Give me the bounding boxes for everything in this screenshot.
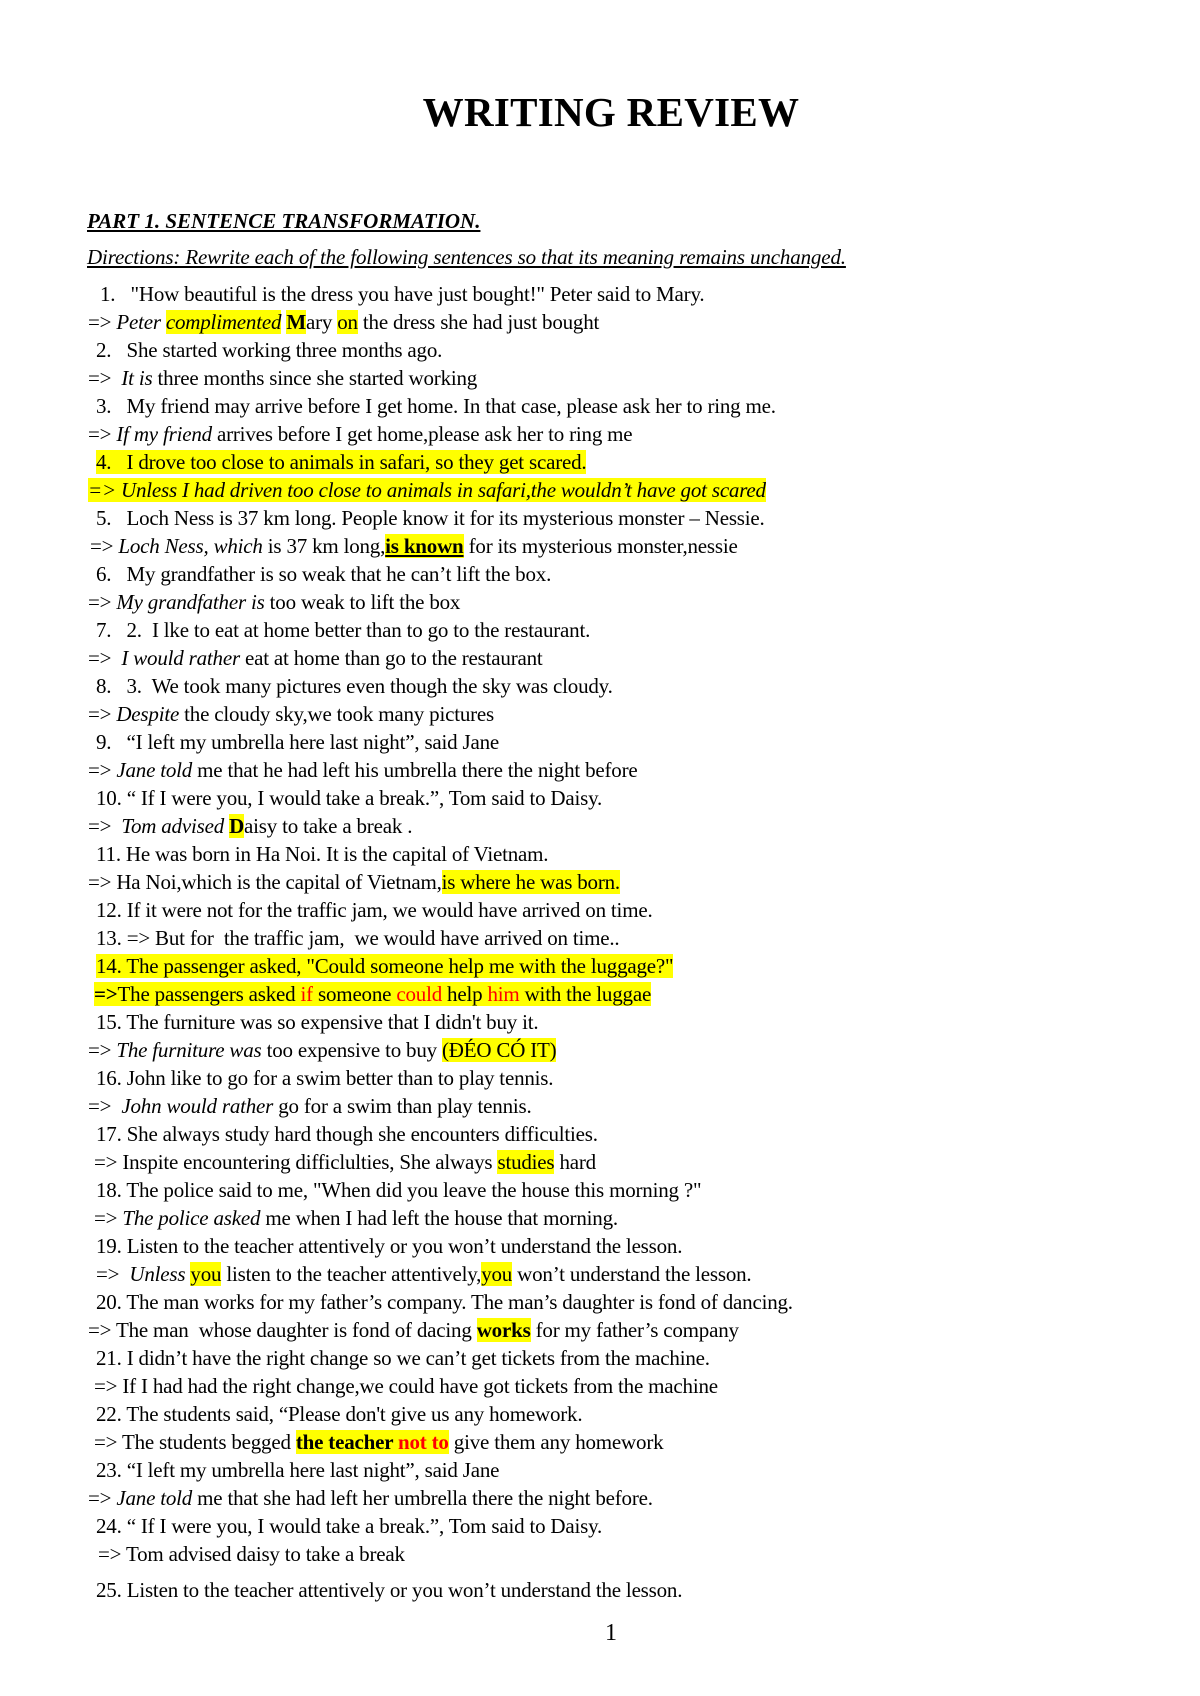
line-text-segment: is where he was born. xyxy=(441,870,620,894)
line-text-segment: 20. The man works for my father’s company. The man’s daughter is fond of dancing. xyxy=(96,1290,793,1314)
exercise-line xyxy=(0,1400,1200,1428)
line-text-segment: won’t understand the lesson. xyxy=(512,1262,752,1286)
exercise-line xyxy=(0,1036,1200,1064)
line-text-segment: 11. He was born in Ha Noi. It is the capital of Vietnam. xyxy=(96,842,549,866)
line-text-segment: the dress she had just bought xyxy=(357,310,600,334)
line-text-segment: => If I had had the right change,we could have got tickets from the machine xyxy=(94,1374,718,1398)
line-text-segment: => xyxy=(88,422,117,446)
line-text-segment: M xyxy=(286,310,306,334)
exercise-line xyxy=(0,1204,1200,1232)
line-text-segment: help xyxy=(442,982,488,1006)
line-text-segment: me when I had left the house that morning. xyxy=(260,1206,618,1230)
line-text-segment: John would rather xyxy=(121,1094,274,1118)
line-text-segment: for my father’s company xyxy=(530,1318,739,1342)
directions-text: Directions: Rewrite each of the following sentences so that its meaning remains unchanged. xyxy=(87,245,846,269)
line-text-segment: It is xyxy=(121,366,153,390)
line-text-segment: => Inspite encountering difficlulties, She always xyxy=(94,1150,498,1174)
exercise-line xyxy=(0,420,1200,448)
line-text-segment: => Ha Noi,which is the capital of Vietnam, xyxy=(88,870,442,894)
exercise-line xyxy=(0,1148,1200,1176)
line-text-segment: 17. She always study hard though she encounters difficulties. xyxy=(96,1122,598,1146)
line-text-segment: => xyxy=(88,1486,117,1510)
exercise-lines xyxy=(0,280,1200,1604)
exercise-line xyxy=(0,980,1200,1008)
exercise-line xyxy=(0,812,1200,840)
line-text-segment: works xyxy=(476,1318,531,1342)
line-text-segment: is known xyxy=(385,534,464,558)
exercise-line xyxy=(0,532,1200,560)
line-text-segment: three months since she started working xyxy=(152,366,478,390)
line-text-segment: me that he had left his umbrella there the night before xyxy=(192,758,638,782)
exercise-line xyxy=(0,784,1200,812)
line-text-segment: 8. 3. We took many pictures even though the sky was cloudy. xyxy=(96,674,613,698)
line-text-segment: you xyxy=(481,1262,513,1286)
exercise-line xyxy=(0,924,1200,952)
exercise-line xyxy=(0,1344,1200,1372)
line-text-segment: => xyxy=(88,758,117,782)
line-text-segment: give them any homework xyxy=(448,1430,664,1454)
line-text-segment: 14. The passenger asked, "Could someone help me with the luggage?" xyxy=(96,954,674,978)
exercise-line xyxy=(0,280,1200,308)
line-text-segment: => xyxy=(96,1262,130,1286)
exercise-line xyxy=(0,1512,1200,1540)
exercise-line xyxy=(0,840,1200,868)
exercise-line xyxy=(0,1176,1200,1204)
line-text-segment: => xyxy=(88,310,117,334)
line-text-segment: is 37 km long, xyxy=(262,534,386,558)
line-text-segment: => xyxy=(88,646,122,670)
line-text-segment: => xyxy=(88,590,117,614)
line-text-segment: (ĐÉO CÓ IT) xyxy=(442,1038,557,1062)
line-text-segment: you xyxy=(190,1262,222,1286)
line-text-segment: complimented xyxy=(165,310,282,334)
exercise-line xyxy=(0,1120,1200,1148)
exercise-line xyxy=(0,476,1200,504)
page-number: 1 xyxy=(605,1620,617,1646)
line-text-segment: The furniture was xyxy=(116,1038,262,1062)
exercise-line xyxy=(0,896,1200,924)
exercise-line xyxy=(0,1576,1200,1604)
line-text-segment: the cloudy sky,we took many pictures xyxy=(179,702,495,726)
line-text-segment: too expensive to buy xyxy=(261,1038,443,1062)
line-text-segment: 24. “ If I were you, I would take a break.”, Tom said to Daisy. xyxy=(96,1514,603,1538)
exercise-line xyxy=(0,672,1200,700)
exercise-line xyxy=(0,308,1200,336)
line-text-segment: Jane told xyxy=(116,758,193,782)
line-text-segment: 1. "How beautiful is the dress you have just bought!" Peter said to Mary. xyxy=(100,282,705,306)
document-title: WRITING REVIEW xyxy=(422,89,800,135)
exercise-line xyxy=(0,448,1200,476)
exercise-line xyxy=(0,952,1200,980)
exercise-line xyxy=(0,1540,1200,1568)
exercise-line xyxy=(0,1316,1200,1344)
line-text-segment: studies xyxy=(497,1150,555,1174)
part-heading: PART 1. SENTENCE TRANSFORMATION. xyxy=(87,209,481,233)
line-text-segment: 4. I drove too close to animals in safari, so they get scared. xyxy=(96,450,587,474)
line-text-segment: could xyxy=(396,982,442,1006)
line-text-segment: someone xyxy=(312,982,397,1006)
exercise-line xyxy=(0,1260,1200,1288)
line-text-segment: 3. My friend may arrive before I get home. In that case, please ask her to ring me. xyxy=(96,394,776,418)
exercise-line xyxy=(0,700,1200,728)
line-text-segment: 22. The students said, “Please don't give us any homework. xyxy=(96,1402,583,1426)
exercise-line xyxy=(0,588,1200,616)
exercise-line xyxy=(0,728,1200,756)
exercise-line xyxy=(0,644,1200,672)
line-text-segment: aisy to take a break . xyxy=(244,814,413,838)
line-text-segment: Unless xyxy=(129,1262,186,1286)
exercise-line xyxy=(0,868,1200,896)
line-text-segment: 5. Loch Ness is 37 km long. People know it for its mysterious monster – Nessie. xyxy=(96,506,765,530)
line-text-segment: 15. The furniture was so expensive that I didn't buy it. xyxy=(96,1010,539,1034)
line-text-segment: If my friend xyxy=(116,422,212,446)
line-text-segment: 23. “I left my umbrella here last night”, said Jane xyxy=(96,1458,500,1482)
line-text-segment: I would rather xyxy=(121,646,240,670)
exercise-line xyxy=(0,364,1200,392)
exercise-line xyxy=(0,1428,1200,1456)
line-text-segment: => xyxy=(88,366,122,390)
line-text-segment: if xyxy=(300,982,313,1006)
line-text-segment: ary xyxy=(305,310,338,334)
line-text-segment: too weak to lift the box xyxy=(264,590,461,614)
line-text-segment: 25. Listen to the teacher attentively or you won’t understand the lesson. xyxy=(96,1578,683,1602)
exercise-line xyxy=(0,1064,1200,1092)
line-text-segment: => xyxy=(88,1094,122,1118)
line-text-segment: => Unless I had driven too close to animals in safari,the wouldn’t have got scared xyxy=(88,478,766,502)
line-text-segment: 19. Listen to the teacher attentively or you won’t understand the lesson. xyxy=(96,1234,683,1258)
line-text-segment: 9. “I left my umbrella here last night”, said Jane xyxy=(96,730,500,754)
line-text-segment: 12. If it were not for the traffic jam, we would have arrived on time. xyxy=(96,898,653,922)
line-text-segment: 18. The police said to me, "When did you leave the house this morning ?" xyxy=(96,1178,702,1202)
line-text-segment: not to xyxy=(398,1430,449,1454)
line-text-segment: => The students begged xyxy=(94,1430,296,1454)
line-text-segment: arrives before I get home,please ask her to ring me xyxy=(211,422,633,446)
line-text-segment: => xyxy=(88,702,117,726)
line-text-segment: him xyxy=(487,982,520,1006)
line-text-segment: listen to the teacher attentively, xyxy=(221,1262,482,1286)
line-text-segment: Despite xyxy=(116,702,180,726)
line-text-segment: 21. I didn’t have the right change so we can’t get tickets from the machine. xyxy=(96,1346,710,1370)
exercise-line xyxy=(0,1092,1200,1120)
line-text-segment: 7. 2. I lke to eat at home better than to go to the restaurant. xyxy=(96,618,591,642)
line-text-segment: => xyxy=(88,1038,117,1062)
line-text-segment: me that she had left her umbrella there the night before. xyxy=(192,1486,653,1510)
line-text-segment: => The man whose daughter is fond of dacing xyxy=(88,1318,477,1342)
line-text-segment: The police asked xyxy=(122,1206,261,1230)
line-text-segment: => xyxy=(90,534,119,558)
line-text-segment: Loch Ness, which xyxy=(118,534,263,558)
exercise-line xyxy=(0,1288,1200,1316)
line-text-segment: Jane told xyxy=(116,1486,193,1510)
line-text-segment: Tom advised xyxy=(121,814,225,838)
line-text-segment: 10. “ If I were you, I would take a break.”, Tom said to Daisy. xyxy=(96,786,603,810)
line-text-segment: Peter xyxy=(116,310,166,334)
line-text-segment: with the luggae xyxy=(519,982,652,1006)
line-text-segment: hard xyxy=(554,1150,596,1174)
exercise-line xyxy=(0,1372,1200,1400)
line-text-segment: The passengers asked xyxy=(117,982,301,1006)
line-text-segment: the teacher xyxy=(295,1430,399,1454)
line-text-segment: My grandfather is xyxy=(116,590,265,614)
exercise-line xyxy=(0,1008,1200,1036)
exercise-line xyxy=(0,392,1200,420)
line-text-segment: => xyxy=(94,982,118,1006)
exercise-line xyxy=(0,1232,1200,1260)
line-text-segment: 2. She started working three months ago. xyxy=(96,338,443,362)
exercise-line xyxy=(0,616,1200,644)
line-text-segment: 16. John like to go for a swim better than to play tennis. xyxy=(96,1066,554,1090)
line-text-segment: 13. => But for the traffic jam, we would have arrived on time.. xyxy=(96,926,620,950)
line-text-segment: D xyxy=(229,814,245,838)
line-text-segment: => xyxy=(94,1206,123,1230)
exercise-line xyxy=(0,336,1200,364)
line-text-segment: => xyxy=(88,814,122,838)
exercise-line xyxy=(0,504,1200,532)
exercise-line xyxy=(0,1484,1200,1512)
exercise-line xyxy=(0,756,1200,784)
line-text-segment: on xyxy=(337,310,358,334)
line-text-segment: go for a swim than play tennis. xyxy=(273,1094,532,1118)
line-text-segment: eat at home than go to the restaurant xyxy=(239,646,543,670)
line-text-segment: => Tom advised daisy to take a break xyxy=(98,1542,405,1566)
exercise-line xyxy=(0,1456,1200,1484)
line-text-segment: 6. My grandfather is so weak that he can’t lift the box. xyxy=(96,562,552,586)
line-text-segment: for its mysterious monster,nessie xyxy=(463,534,738,558)
exercise-line xyxy=(0,560,1200,588)
